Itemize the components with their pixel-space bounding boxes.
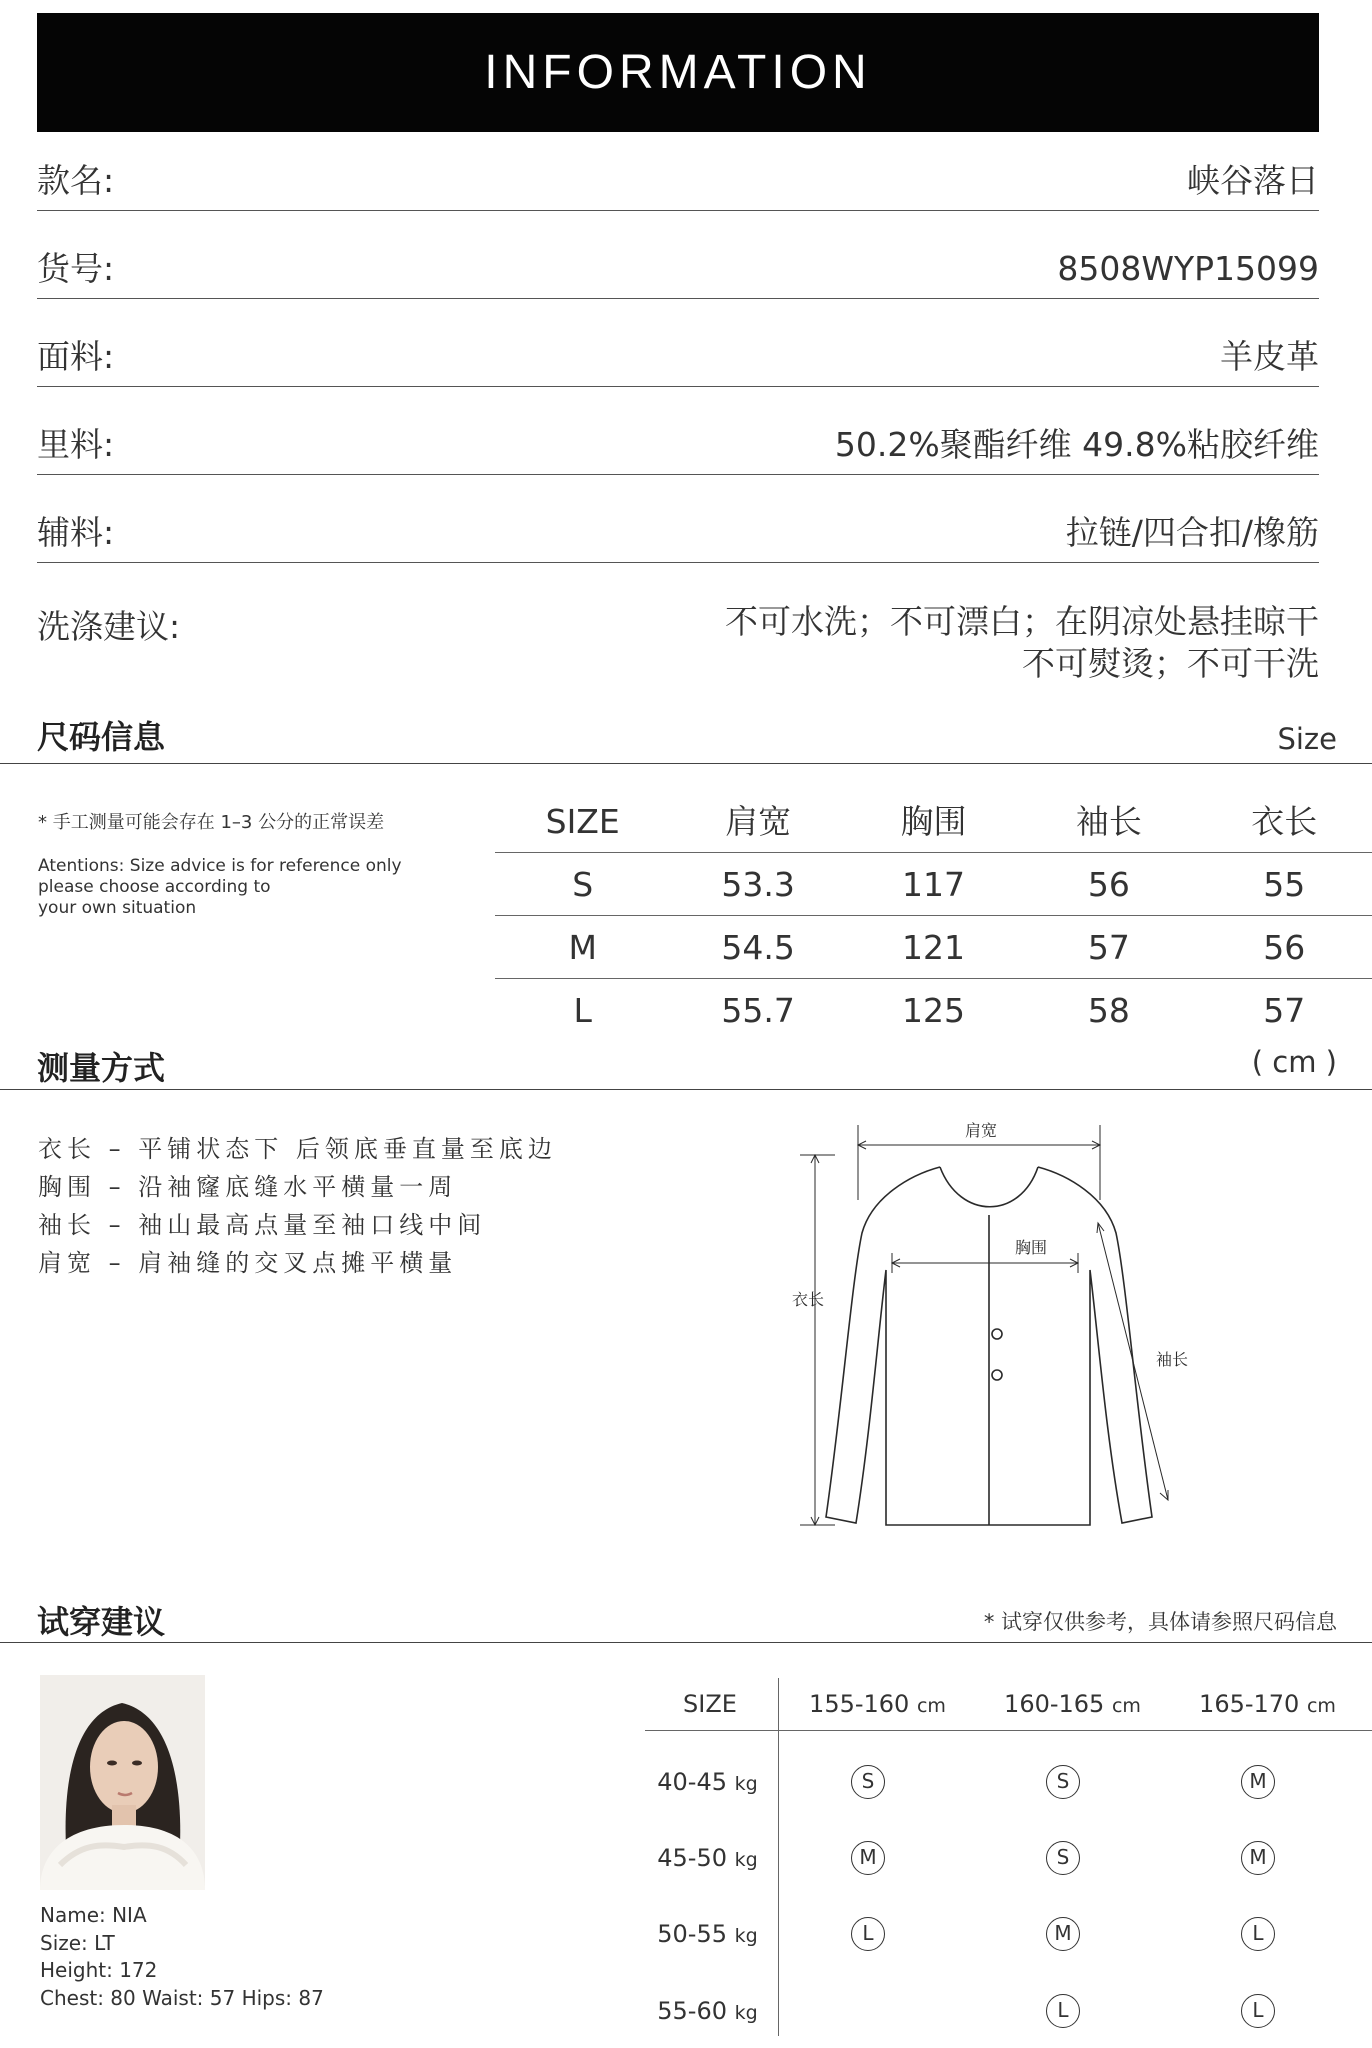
information-banner — [37, 13, 1319, 132]
info-value: 峡谷落日 — [1187, 161, 1319, 200]
info-value: 拉链/四合扣/橡筋 — [1065, 513, 1319, 552]
fit-reference-note: * 试穿仅供参考，具体请参照尺码信息 — [983, 1610, 1337, 1634]
measurement-instructions — [38, 1130, 557, 1282]
info-key: 面料: — [37, 337, 115, 376]
info-row-fabric — [37, 299, 1319, 387]
header-cell: 肩宽 — [725, 802, 792, 841]
table-row — [495, 916, 1372, 979]
model-size: Size: LT — [40, 1930, 115, 1955]
info-value: 8508WYP15099 — [1057, 249, 1319, 288]
size-circle: L — [1046, 1994, 1080, 2028]
info-row-item-number — [37, 211, 1319, 299]
care-line-2: 不可熨烫；不可干洗 — [1022, 644, 1319, 683]
info-value — [725, 601, 1319, 685]
table-row — [495, 853, 1372, 916]
size-section-title: 尺码信息 — [37, 718, 166, 756]
diagram-label-chest: 胸围 — [1015, 1238, 1048, 1257]
attention-note — [38, 856, 438, 919]
size-circle: L — [1241, 1917, 1275, 1951]
size-section-label: Size — [1277, 722, 1337, 756]
info-key: 洗涤建议: — [37, 607, 181, 646]
size-circle: S — [851, 1765, 885, 1799]
instruction-line: 袖长 – 袖山最高点量至袖口线中间 — [38, 1211, 487, 1239]
fit-size-header: SIZE — [683, 1690, 737, 1718]
divider — [0, 1089, 1372, 1090]
table-cell: 55 — [1263, 865, 1306, 904]
table-cell: S — [572, 865, 594, 904]
size-circle: M — [1046, 1917, 1080, 1951]
header-cell: SIZE — [545, 802, 620, 841]
care-line-1: 不可水洗；不可漂白；在阴凉处悬挂晾干 — [725, 602, 1319, 641]
instruction-line: 衣长 – 平铺状态下 后领底垂直量至底边 — [38, 1135, 557, 1163]
header-cell: 胸围 — [900, 802, 967, 841]
measure-section-title: 测量方式 — [37, 1049, 166, 1087]
info-row-lining — [37, 387, 1319, 475]
weight-label: 45-50 kg — [657, 1844, 758, 1872]
table-cell: 121 — [901, 928, 965, 967]
table-cell: 56 — [1263, 928, 1306, 967]
info-key: 里料: — [37, 425, 115, 464]
header-cell: 衣长 — [1251, 802, 1318, 841]
table-cell: 55.7 — [721, 991, 795, 1030]
info-row-style-name — [37, 123, 1319, 211]
size-circle: M — [851, 1841, 885, 1875]
jacket-diagram — [760, 1105, 1220, 1545]
diagram-label-sleeve: 袖长 — [1156, 1350, 1189, 1369]
info-key: 款名: — [37, 161, 115, 200]
model-measurements: Chest: 80 Waist: 57 Hips: 87 — [40, 1985, 324, 2010]
instruction-line: 胸围 – 沿袖窿底缝水平横量一周 — [38, 1173, 458, 1201]
size-circle: S — [1046, 1841, 1080, 1875]
diagram-label-shoulder: 肩宽 — [965, 1121, 998, 1140]
size-table-header — [495, 790, 1372, 853]
model-photo — [40, 1675, 205, 1890]
size-circle: L — [851, 1917, 885, 1951]
table-cell: M — [568, 928, 597, 967]
table-cell: 125 — [901, 991, 965, 1030]
model-info — [40, 1902, 324, 2012]
info-value: 羊皮革 — [1220, 337, 1319, 376]
table-cell: L — [573, 991, 592, 1030]
diagram-label-length: 衣长 — [792, 1290, 825, 1309]
weight-label: 40-45 kg — [657, 1768, 758, 1796]
info-key: 货号: — [37, 249, 115, 288]
table-cell: 117 — [901, 865, 965, 904]
table-cell: 56 — [1087, 865, 1130, 904]
height-header: 155-160 cm — [809, 1690, 946, 1718]
divider — [0, 1642, 1372, 1643]
attention-line: please choose according to — [38, 877, 271, 897]
size-circle: M — [1241, 1841, 1275, 1875]
model-height: Height: 172 — [40, 1958, 158, 1982]
table-row — [495, 979, 1372, 1042]
size-circle: M — [1241, 1765, 1275, 1799]
height-header: 165-170 cm — [1199, 1690, 1336, 1718]
info-key: 辅料: — [37, 513, 115, 552]
attention-line: Atentions: Size advice is for reference only — [38, 856, 402, 876]
attention-line: your own situation — [38, 898, 197, 918]
measurement-error-note: * 手工测量可能会存在 1–3 公分的正常误差 — [38, 812, 385, 833]
unit-label: ( cm ) — [1251, 1045, 1337, 1079]
height-header: 160-165 cm — [1004, 1690, 1141, 1718]
divider — [645, 1730, 1372, 1731]
divider — [778, 1678, 779, 2036]
header-cell: 袖长 — [1075, 802, 1142, 841]
model-name: Name: NIA — [40, 1903, 147, 1927]
table-cell: 53.3 — [721, 865, 795, 904]
instruction-line: 肩宽 – 肩袖缝的交叉点摊平横量 — [38, 1249, 458, 1277]
banner-title: INFORMATION — [484, 46, 872, 99]
info-row-accessories — [37, 475, 1319, 563]
fit-section-title: 试穿建议 — [37, 1603, 166, 1641]
divider — [0, 763, 1372, 764]
info-value: 50.2%聚酯纤维 49.8%粘胶纤维 — [834, 425, 1319, 464]
weight-label: 50-55 kg — [657, 1920, 758, 1948]
table-cell: 57 — [1263, 991, 1306, 1030]
size-circle: S — [1046, 1765, 1080, 1799]
table-cell: 54.5 — [721, 928, 795, 967]
info-row-care — [37, 563, 1319, 693]
size-circle: L — [1241, 1994, 1275, 2028]
weight-label: 55-60 kg — [657, 1997, 758, 2025]
table-cell: 57 — [1087, 928, 1130, 967]
table-cell: 58 — [1087, 991, 1130, 1030]
